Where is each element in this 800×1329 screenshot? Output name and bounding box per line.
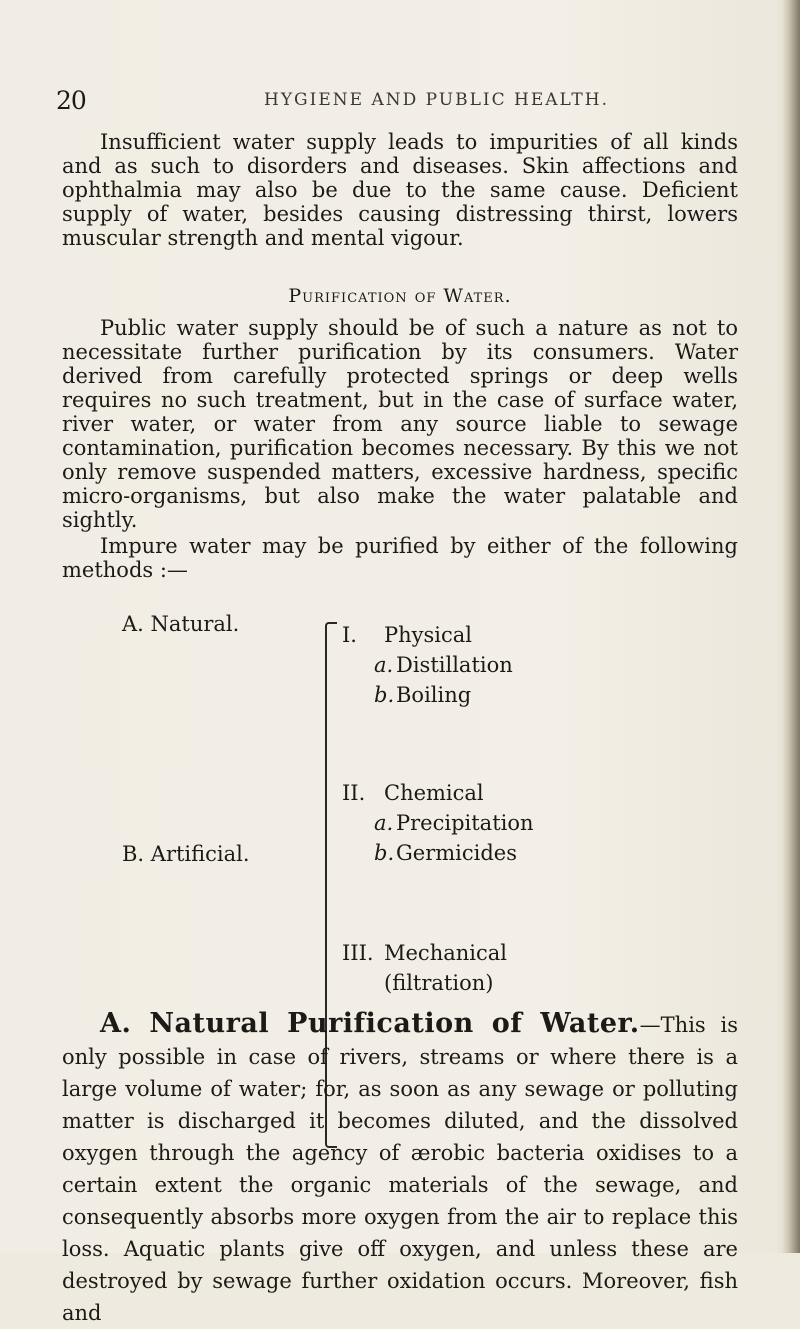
paragraph-insufficient-water: [62, 130, 738, 250]
group-title: Chemical: [384, 781, 484, 805]
item-letter: a.: [374, 811, 394, 835]
page-header: [56, 86, 746, 116]
method-natural-label: A. Natural.: [122, 612, 240, 636]
paragraph-public-supply: [62, 316, 738, 532]
section-heading: Purification of Water.: [288, 285, 512, 307]
subsection-lead: A. Natural Purification of Water.: [100, 1008, 640, 1039]
method-group-chemical: [342, 778, 534, 868]
group-title: Mechanical: [384, 941, 507, 965]
method-group-physical: [342, 620, 513, 710]
method-artificial-label: B. Artificial.: [122, 842, 250, 866]
method-group-mechanical: [342, 938, 507, 998]
page-edge: [782, 0, 800, 1253]
paragraph-text: —This is only possible in case of rivers, streams or where there is a large volume of water; for, as soon as any sewage or polluting matter is discharged it becomes diluted, and the dissolved oxygen through the agency of ærobic bacteria oxidises to a certain extent the organic materials of the sewage, and consequently absorbs more oxygen from the air to replace this loss. Aquatic plants give off oxygen, and unless these are destroyed by sewage further oxidation occurs. Moreover, fish and: [62, 1013, 738, 1325]
paragraph-impure-water: [62, 534, 738, 582]
paragraph-text: Impure water may be purified by either of the following methods :—: [62, 534, 738, 582]
paragraph-text: Insufficient water supply leads to impurities of all kinds and as such to disorders and diseases. Skin affections and ophthalmia may also be due to the same cause. Deficient supply of water, besides causing distressing thirst, lowers muscular strength and mental vigour.: [62, 130, 738, 250]
item-letter: b.: [374, 683, 395, 707]
method-item: (filtration): [384, 971, 494, 995]
method-item: Boiling: [396, 683, 472, 707]
paragraph-natural-purification: [62, 1008, 738, 1329]
group-numeral: I.: [342, 623, 357, 647]
group-title: Physical: [384, 623, 473, 647]
paragraph-text: Public water supply should be of such a nature as not to necessitate further purification by its consumers. Water derived from carefully protected springs or deep wells requires no such treatment, but in the case of surface water, river water, or water from any source liable to sewage contamination, purification becomes necessary. By this we not only remove suspended matters, excessive hardness, specific micro-organisms, but also make the water palatable and sightly.: [62, 316, 738, 532]
page-number: 20: [56, 86, 86, 115]
item-letter: a.: [374, 653, 394, 677]
group-numeral: II.: [342, 781, 366, 805]
method-item: Germicides: [396, 841, 517, 865]
method-item: Distillation: [396, 653, 513, 677]
group-numeral: III.: [342, 941, 374, 965]
running-head: HYGIENE AND PUBLIC HEALTH.: [264, 90, 609, 110]
method-item: Precipitation: [396, 811, 534, 835]
item-letter: b.: [374, 841, 395, 865]
